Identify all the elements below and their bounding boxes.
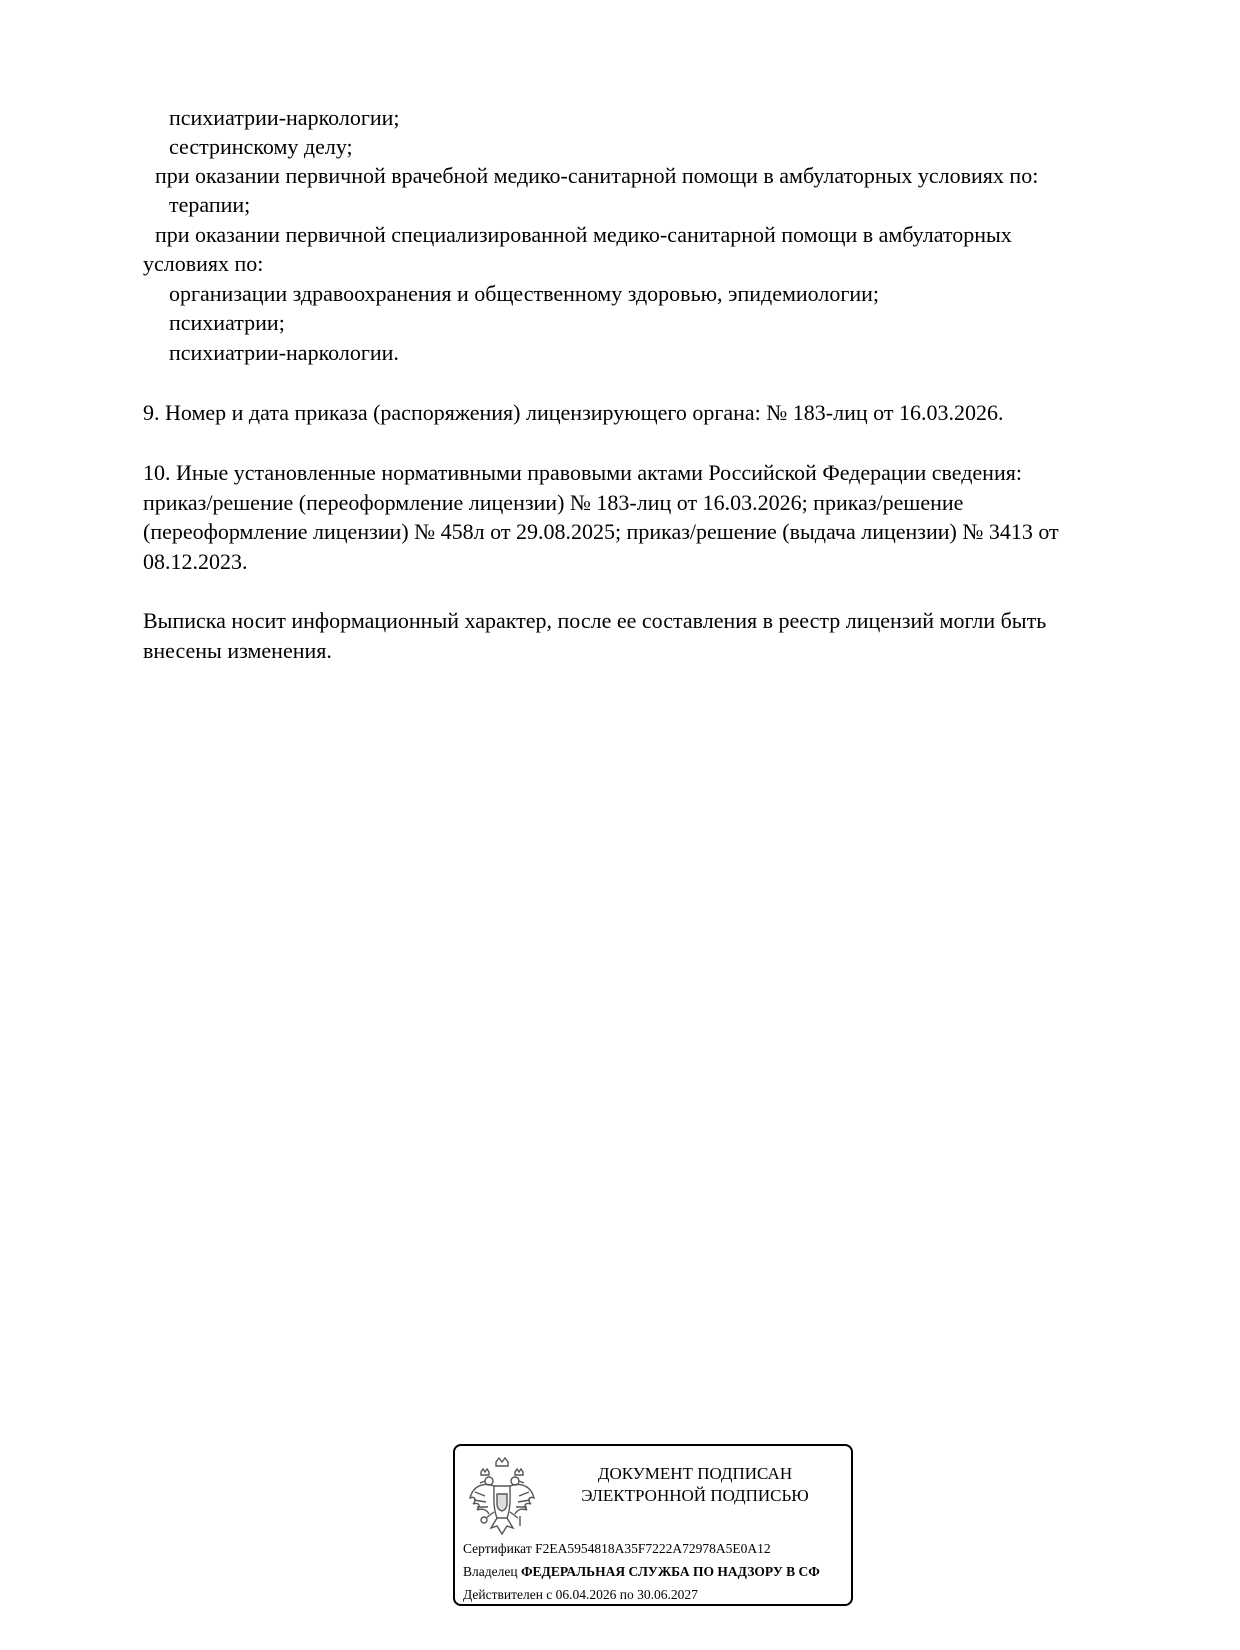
service-line: сестринскому делу; [169, 134, 353, 159]
care-type-line: при оказании первичной специализированной медико-санитарной помощи в амбулаторных [155, 222, 1012, 247]
item-10-line: (переоформление лицензии) № 458л от 29.08.2025; приказ/решение (выдача лицензии) № 3413 от [143, 519, 1059, 544]
item-10-line: 10. Иные установленные нормативными правовыми актами Российской Федерации сведения: [143, 460, 1022, 485]
service-line: психиатрии-наркологии. [169, 340, 399, 365]
electronic-signature-stamp [453, 1444, 853, 1606]
owner-value: ФЕДЕРАЛЬНАЯ СЛУЖБА ПО НАДЗОРУ В СФ [520, 1564, 820, 1579]
double-headed-eagle-icon [467, 1456, 537, 1540]
certificate-value: F2EA5954818A35F7222A72978A5E0A12 [535, 1541, 771, 1556]
service-line: терапии; [169, 192, 251, 217]
disclaimer-line: Выписка носит информационный характер, после ее составления в реестр лицензий могли быть [143, 608, 1047, 633]
stamp-title-line: ДОКУМЕНТ ПОДПИСАН [597, 1464, 793, 1483]
care-type-line-continued: условиях по: [143, 251, 264, 276]
certificate-row [463, 1540, 771, 1558]
owner-row [463, 1563, 820, 1581]
certificate-label: Сертификат [463, 1541, 532, 1556]
owner-label: Владелец [463, 1564, 518, 1579]
item-10-line: 08.12.2023. [143, 549, 248, 574]
service-line: психиатрии-наркологии; [169, 105, 400, 130]
validity-row: Действителен с 06.04.2026 по 30.06.2027 [463, 1587, 698, 1602]
care-type-line: при оказании первичной врачебной медико-санитарной помощи в амбулаторных условиях по: [155, 163, 1039, 188]
item-9-order-number: 9. Номер и дата приказа (распоряжения) лицензирующего органа: № 183-лиц от 16.03.2026. [143, 400, 1004, 425]
disclaimer-line: внесены изменения. [143, 638, 332, 663]
service-line: психиатрии; [169, 310, 285, 335]
item-10-line: приказ/решение (переоформление лицензии) № 183-лиц от 16.03.2026; приказ/решение [143, 490, 964, 515]
stamp-title-line: ЭЛЕКТРОННОЙ ПОДПИСЬЮ [581, 1486, 809, 1505]
service-line: организации здравоохранения и общественному здоровью, эпидемиологии; [169, 281, 880, 306]
